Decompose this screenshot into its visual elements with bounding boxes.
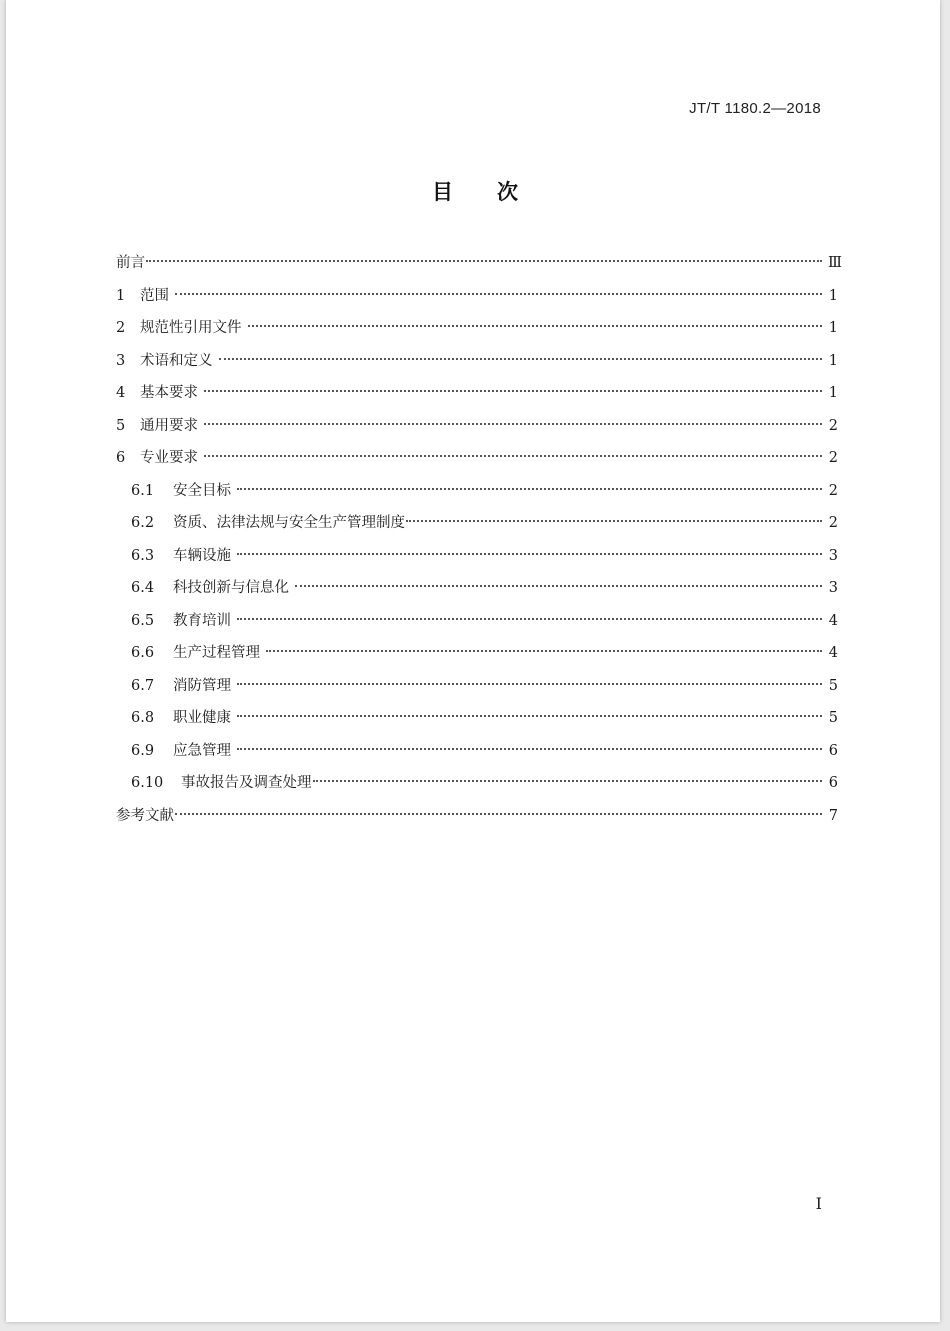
toc-entry-number: 6.3 [131, 547, 155, 564]
toc-entry-page: 5 [828, 710, 838, 726]
toc-entry-text: 范围 [140, 287, 169, 304]
toc-entry-text: 职业健康 [173, 710, 231, 726]
toc-entry-page: 2 [828, 417, 838, 434]
toc-entry-number: 6.4 [131, 580, 155, 596]
toc-entry-page: Ⅲ [828, 255, 842, 271]
toc-entry-number: 6 [116, 450, 126, 466]
toc-entry-text: 专业要求 [140, 450, 198, 466]
toc-leader-dots [146, 246, 822, 262]
toc-entry[interactable] [116, 803, 838, 836]
toc-entry-text: 参考文献 [116, 807, 174, 824]
toc-leader-dots [237, 669, 822, 685]
toc-entry-text: 术语和定义 [140, 352, 213, 369]
toc-entry-text: 资质、法律法规与安全生产管理制度 [173, 515, 405, 531]
toc-entry-text: 前言 [116, 255, 145, 271]
toc-leader-dots [406, 506, 822, 522]
toc-entry-text: 基本要求 [140, 385, 198, 401]
document-page [6, 0, 940, 1322]
toc-leader-dots [237, 701, 822, 717]
toc-leader-dots [175, 279, 822, 295]
toc-entry-page: 2 [828, 482, 838, 499]
toc-leader-dots [204, 376, 822, 392]
toc-entry-number: 4 [116, 385, 126, 401]
toc-entry-text: 车辆设施 [173, 547, 231, 564]
toc-entry-text: 科技创新与信息化 [173, 580, 289, 596]
toc-entry-page: 6 [828, 742, 838, 759]
toc-entry-text: 消防管理 [173, 677, 231, 694]
toc-entry-page: 5 [828, 677, 838, 694]
toc-leader-dots [175, 799, 822, 815]
toc-entry-number: 5 [116, 417, 126, 434]
toc-entry-text: 安全目标 [173, 482, 231, 499]
toc-entry-number: 1 [116, 287, 126, 304]
toc-leader-dots [237, 734, 822, 750]
toc-title: 目次 [432, 180, 562, 204]
toc-leader-dots [237, 474, 822, 490]
toc-entry-page: 2 [828, 450, 838, 466]
toc-leader-dots [237, 604, 822, 620]
toc-entry-number: 6.8 [131, 710, 155, 726]
toc-entry-page: 1 [828, 287, 838, 304]
toc-leader-dots [248, 311, 823, 327]
toc-entry-number: 2 [116, 320, 126, 336]
toc-entry-page: 1 [828, 385, 838, 401]
toc-entry-text: 事故报告及调查处理 [181, 775, 312, 791]
toc-entry-page: 2 [828, 515, 838, 531]
toc-entry-page: 4 [828, 612, 838, 629]
toc-entry-page: 4 [828, 645, 838, 661]
toc-leader-dots [295, 571, 822, 587]
toc-leader-dots [266, 636, 822, 652]
toc-entry-text: 应急管理 [173, 742, 231, 759]
toc-entry-number: 6.9 [131, 742, 155, 759]
table-of-contents [116, 250, 842, 835]
standard-code: JT/T 1180.2—2018 [689, 100, 821, 117]
toc-leader-dots [204, 441, 822, 457]
toc-entry-page: 1 [828, 320, 838, 336]
toc-leader-dots [313, 766, 823, 782]
toc-leader-dots [237, 539, 822, 555]
toc-leader-dots [219, 344, 823, 360]
page-number: I [815, 1194, 822, 1213]
toc-leader-dots [204, 409, 822, 425]
toc-entry-page: 3 [828, 580, 838, 596]
toc-entry-number: 6.10 [131, 775, 164, 791]
toc-entry-number: 6.2 [131, 515, 155, 531]
toc-entry-page: 3 [828, 547, 838, 564]
toc-entry-number: 6.6 [131, 645, 155, 661]
toc-entry-page: 7 [828, 807, 838, 824]
toc-entry-text: 生产过程管理 [173, 645, 260, 661]
toc-entry-page: 1 [828, 352, 838, 369]
toc-entry-number: 6.1 [131, 482, 155, 499]
toc-entry-text: 教育培训 [173, 612, 231, 629]
toc-entry-text: 规范性引用文件 [140, 320, 242, 336]
toc-entry-text: 通用要求 [140, 417, 198, 434]
toc-entry-page: 6 [828, 775, 838, 791]
toc-entry-number: 6.5 [131, 612, 155, 629]
toc-entry-number: 6.7 [131, 677, 155, 694]
toc-entry-number: 3 [116, 352, 126, 369]
